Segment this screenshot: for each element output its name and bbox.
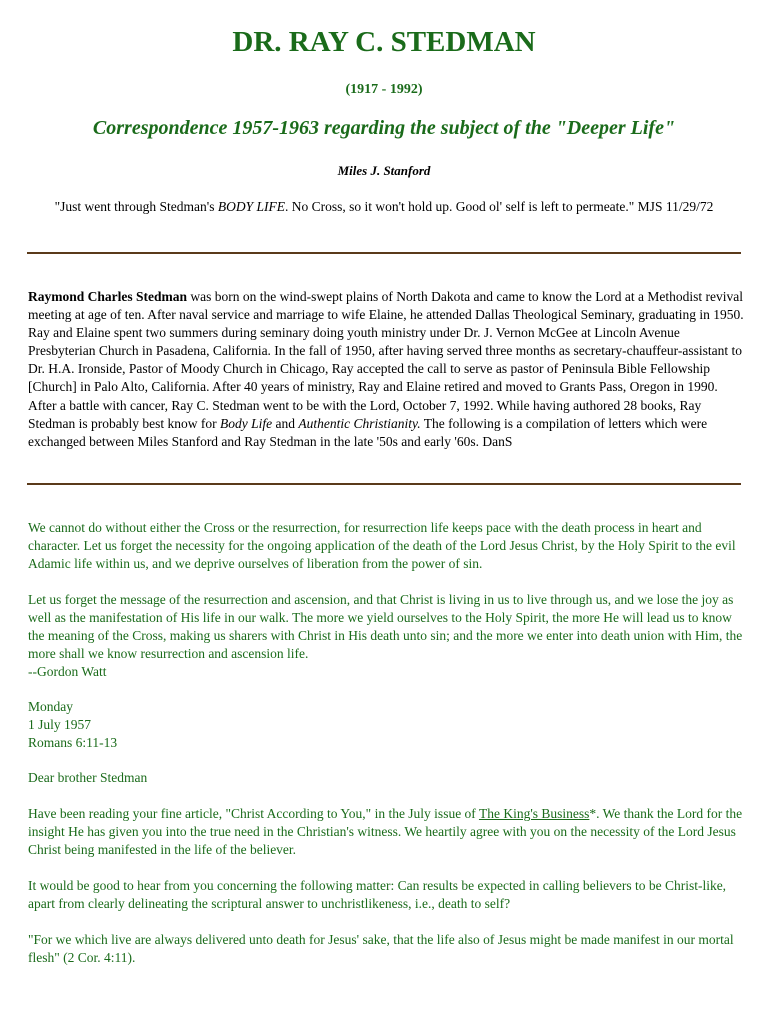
watt-paragraph-2	[28, 591, 744, 681]
letter-paragraph-2: It would be good to hear from you concerning the following matter: Can results be expected in calling believers to be Christ-like, apart from clearly delineating the scriptural answer to unchristlikeness, i.e., death to self?	[28, 878, 727, 912]
bio-text-1: was born on the wind-swept plains of North Dakota and came to know the Lord at a Methodist revival meeting at age of ten. After naval service and marriage to wife Elaine, he attended Dallas Theological Seminary, graduating in 1950. Ray and Elaine spent two summers during seminary doing youth ministry under Dr. J. Vernon McGee at Lincoln Avenue Presbyterian Church in Pasadena, California. In the fall of 1950, after having served three months as secretary-chauffeur-assistant to Dr. H.A. Ironside, Pastor of Moody Church in Chicago, Ray accepted the call to serve as pastor of Peninsula Bible Fellowship [Church] in Palo Alto, California. After 40 years of ministry, Ray and Elaine retired and moved to Grants Pass, Oregon in 1990. After a battle with cancer, Ray C. Stedman went to be with the Lord, October 7, 1992. While having authored 28 books, Ray Stedman is probably best know for	[28, 289, 744, 431]
letter-day: Monday	[28, 699, 73, 714]
page-subtitle: Correspondence 1957-1963 regarding the subject of the "Deeper Life"	[92, 117, 676, 139]
letter-paragraph-3: "For we which live are always delivered unto death for Jesus' sake, that the life also of Jesus might be made manifest in our mortal flesh" (2 Cor. 4:11).	[28, 932, 734, 966]
mjs-quote	[30, 198, 738, 216]
quote-book-title: BODY LIFE	[217, 199, 285, 214]
bio-book-2: Authentic Christianity.	[298, 415, 421, 431]
quote-text-after: . No Cross, so it won't hold up. Good ol' self is left to permeate." MJS 11/29/72	[284, 199, 714, 214]
watt-paragraph-1: We cannot do without either the Cross or the resurrection, for resurrection life keeps pace with the death process in heart and character. Let us forget the necessity for the ongoing application of the death of the Lord Jesus Christ, by the Holy Spirit to the evil Adamic life within us, and we deprive ourselves of liberation from the power of sin.	[28, 520, 736, 572]
horizontal-rule-top	[27, 252, 741, 254]
letter-p1-after: *. We thank the Lord for the insight He has given you into the true need in the Christian's witness. We heartily agree with you on the necessity of the Lord Jesus Christ being manifested in the life of the believer.	[28, 806, 743, 858]
biography-paragraph	[28, 288, 744, 451]
bio-text-2: The following is a compilation of letters which were exchanged between Miles Stanford and Ray Stedman in the late '50s and early '60s. DanS	[28, 415, 708, 449]
author-name: Miles J. Stanford	[337, 163, 431, 178]
letter-date: 1 July 1957	[28, 717, 92, 733]
letter-greeting: Dear brother Stedman	[28, 770, 148, 785]
bio-name: Raymond Charles Stedman	[28, 289, 188, 304]
letter-p1-before: Have been reading your fine article, "Christ According to You," in the July issue of	[28, 806, 479, 821]
horizontal-rule-bottom	[27, 483, 741, 485]
life-dates: (1917 - 1992)	[345, 82, 423, 97]
kings-business-link[interactable]: The King's Business	[478, 806, 590, 821]
watt-paragraph-2-text: Let us forget the message of the resurrection and ascension, and that Christ is living in us to live through us, and we lose the joy as well as the manifestation of His life in our walk. The more we yield ourselves to the Holy Spirit, the more He will lead us to know the meaning of the Cross, making us sharers with Christ in His death unto sin; and the more we enter into death union with Him, the more shall we know resurrection and ascension life.	[28, 592, 743, 662]
letter-scripture-ref: Romans 6:11-13	[28, 735, 118, 751]
letter-heading	[28, 698, 744, 752]
bio-book-1: Body Life	[219, 415, 273, 431]
page-title: DR. RAY C. STEDMAN	[232, 26, 536, 58]
quote-text-before: "Just went through Stedman's	[54, 199, 218, 214]
bio-and: and	[272, 415, 299, 431]
letter-paragraph-1	[28, 805, 744, 859]
watt-attribution: --Gordon Watt	[28, 664, 107, 680]
